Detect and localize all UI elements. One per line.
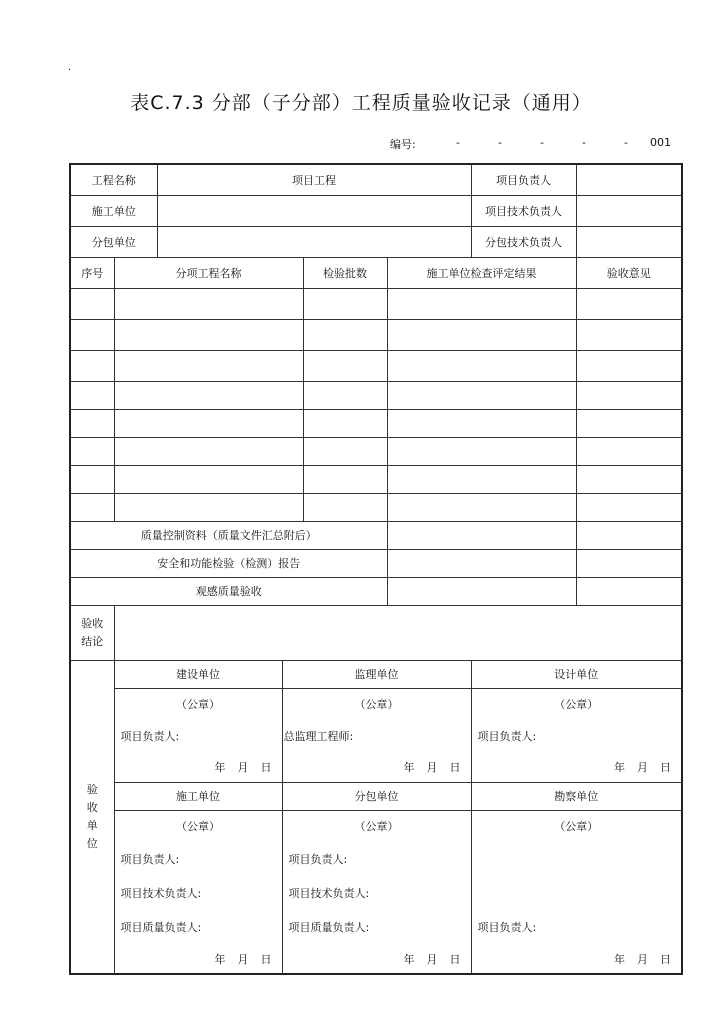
appearance-opinion[interactable] xyxy=(576,577,682,605)
serial-dash: - xyxy=(456,136,460,149)
contractor-date[interactable] xyxy=(114,944,282,974)
designer-seal: （公章） xyxy=(471,688,682,720)
date-day: 日 xyxy=(660,760,671,774)
row-result[interactable] xyxy=(387,350,576,381)
row-result[interactable] xyxy=(387,465,576,493)
date-month: 月 xyxy=(237,952,249,966)
row-name[interactable] xyxy=(114,350,303,381)
designer-unit-label: 设计单位 xyxy=(471,660,682,688)
chief-supervisor[interactable]: 总监理工程师: xyxy=(282,720,471,752)
table-row xyxy=(70,288,682,319)
project-manager-value[interactable] xyxy=(576,164,682,195)
table-row xyxy=(70,437,682,465)
sub-tech-manager-value[interactable] xyxy=(576,226,682,257)
tech-manager-value[interactable] xyxy=(576,195,682,226)
safety-function-result[interactable] xyxy=(387,549,576,577)
supervisor-unit-label: 监理单位 xyxy=(282,660,471,688)
serial-number: 001 xyxy=(650,136,671,149)
row-name[interactable] xyxy=(114,409,303,437)
contractor-seal: （公章） xyxy=(114,810,282,842)
row-opinion[interactable] xyxy=(576,319,682,350)
date-year: 年 xyxy=(403,760,415,774)
date-year: 年 xyxy=(614,760,625,774)
date-year: 年 xyxy=(214,760,226,774)
owner-date[interactable] xyxy=(114,752,282,782)
sub-tech-manager-label: 分包技术负责人 xyxy=(471,226,576,257)
table-row xyxy=(70,350,682,381)
row-seq[interactable] xyxy=(70,493,114,521)
row-seq[interactable] xyxy=(70,437,114,465)
surveyor-seal: （公章） xyxy=(471,810,682,842)
date-day: 日 xyxy=(449,952,461,966)
project-name-label: 工程名称 xyxy=(70,164,157,195)
project-name-value[interactable]: 项目工程 xyxy=(157,164,471,195)
contractor-tech-manager[interactable]: 项目技术负责人: xyxy=(114,876,282,910)
row-result[interactable] xyxy=(387,409,576,437)
row-count[interactable] xyxy=(303,409,387,437)
page-title: 表C.7.3 分部（子分部）工程质量验收记录（通用） xyxy=(130,92,592,114)
quality-control-result[interactable] xyxy=(387,521,576,549)
safety-function-opinion[interactable] xyxy=(576,549,682,577)
project-manager-label: 项目负责人 xyxy=(471,164,576,195)
appearance-label: 观感质量验收 xyxy=(70,577,387,605)
row-opinion[interactable] xyxy=(576,437,682,465)
contractor-value[interactable] xyxy=(157,195,471,226)
subcontractor-value[interactable] xyxy=(157,226,471,257)
table-row xyxy=(70,319,682,350)
date-day: 日 xyxy=(660,952,671,966)
acceptance-form-table xyxy=(69,163,683,975)
table-row xyxy=(70,465,682,493)
surveyor-project-manager[interactable]: 项目负责人: xyxy=(471,910,682,944)
appearance-result[interactable] xyxy=(387,577,576,605)
row-opinion[interactable] xyxy=(576,493,682,521)
col-batch-count: 检验批数 xyxy=(303,257,387,288)
date-year: 年 xyxy=(614,952,625,966)
subcontractor-seal: （公章） xyxy=(282,810,471,842)
table-row xyxy=(70,409,682,437)
date-month: 月 xyxy=(426,952,438,966)
row-result[interactable] xyxy=(387,288,576,319)
table-row xyxy=(70,381,682,409)
serial-dash: - xyxy=(540,136,544,149)
row-name[interactable] xyxy=(114,465,303,493)
row-count[interactable] xyxy=(303,437,387,465)
owner-seal: （公章） xyxy=(114,688,282,720)
row-name[interactable] xyxy=(114,493,303,521)
date-day: 日 xyxy=(449,760,461,774)
conclusion-label: 验收 结论 xyxy=(70,605,114,660)
contractor-unit-label: 施工单位 xyxy=(114,782,282,810)
row-count[interactable] xyxy=(303,350,387,381)
row-seq[interactable] xyxy=(70,409,114,437)
row-result[interactable] xyxy=(387,493,576,521)
owner-project-manager[interactable]: 项目负责人: xyxy=(114,720,282,752)
corner-dot: . xyxy=(68,62,72,73)
col-item-name: 分项工程名称 xyxy=(114,257,303,288)
subcontractor-project-manager[interactable]: 项目负责人: xyxy=(282,842,471,876)
subcontractor-date[interactable] xyxy=(282,944,471,974)
date-day: 日 xyxy=(260,952,272,966)
surveyor-blank xyxy=(471,842,682,876)
serial-dash: - xyxy=(582,136,586,149)
quality-control-label: 质量控制资料（质量文件汇总附后） xyxy=(70,521,387,549)
subcontractor-label: 分包单位 xyxy=(70,226,157,257)
subcontractor-quality-manager[interactable]: 项目质量负责人: xyxy=(282,910,471,944)
row-count[interactable] xyxy=(303,381,387,409)
date-year: 年 xyxy=(403,952,415,966)
row-opinion[interactable] xyxy=(576,465,682,493)
serial-dash: - xyxy=(624,136,628,149)
row-seq[interactable] xyxy=(70,288,114,319)
row-opinion[interactable] xyxy=(576,381,682,409)
row-opinion[interactable] xyxy=(576,350,682,381)
date-year: 年 xyxy=(214,952,226,966)
row-result[interactable] xyxy=(387,319,576,350)
date-day: 日 xyxy=(260,760,272,774)
row-name[interactable] xyxy=(114,437,303,465)
designer-date[interactable] xyxy=(471,752,682,782)
owner-unit-label: 建设单位 xyxy=(114,660,282,688)
conclusion-value[interactable] xyxy=(114,605,682,660)
units-side-label: 验 收 单 位 xyxy=(70,660,114,974)
subcontractor-unit-label: 分包单位 xyxy=(282,782,471,810)
date-month: 月 xyxy=(637,952,648,966)
surveyor-blank xyxy=(471,876,682,910)
contractor-project-manager[interactable]: 项目负责人: xyxy=(114,842,282,876)
designer-project-manager[interactable]: 项目负责人: xyxy=(471,720,682,752)
row-seq[interactable] xyxy=(70,381,114,409)
table-row xyxy=(70,493,682,521)
row-seq[interactable] xyxy=(70,319,114,350)
row-result[interactable] xyxy=(387,437,576,465)
col-acceptance-opinion: 验收意见 xyxy=(576,257,682,288)
tech-manager-label: 项目技术负责人 xyxy=(471,195,576,226)
supervisor-date[interactable] xyxy=(282,752,471,782)
date-month: 月 xyxy=(637,760,648,774)
row-opinion[interactable] xyxy=(576,409,682,437)
row-seq[interactable] xyxy=(70,465,114,493)
subcontractor-tech-manager[interactable]: 项目技术负责人: xyxy=(282,876,471,910)
row-name[interactable] xyxy=(114,381,303,409)
row-count[interactable] xyxy=(303,493,387,521)
col-contractor-result: 施工单位检查评定结果 xyxy=(387,257,576,288)
quality-control-opinion[interactable] xyxy=(576,521,682,549)
row-count[interactable] xyxy=(303,319,387,350)
surveyor-date[interactable] xyxy=(471,944,682,974)
serial-dash: - xyxy=(498,136,502,149)
date-month: 月 xyxy=(237,760,249,774)
col-seq: 序号 xyxy=(70,257,114,288)
date-month: 月 xyxy=(426,760,438,774)
contractor-label: 施工单位 xyxy=(70,195,157,226)
row-count[interactable] xyxy=(303,465,387,493)
row-name[interactable] xyxy=(114,319,303,350)
supervisor-seal: （公章） xyxy=(282,688,471,720)
safety-function-label: 安全和功能检验（检测）报告 xyxy=(70,549,387,577)
contractor-quality-manager[interactable]: 项目质量负责人: xyxy=(114,910,282,944)
row-opinion[interactable] xyxy=(576,288,682,319)
row-count[interactable] xyxy=(303,288,387,319)
serial-label: 编号: xyxy=(390,138,416,151)
row-name[interactable] xyxy=(114,288,303,319)
row-result[interactable] xyxy=(387,381,576,409)
row-seq[interactable] xyxy=(70,350,114,381)
surveyor-unit-label: 勘察单位 xyxy=(471,782,682,810)
